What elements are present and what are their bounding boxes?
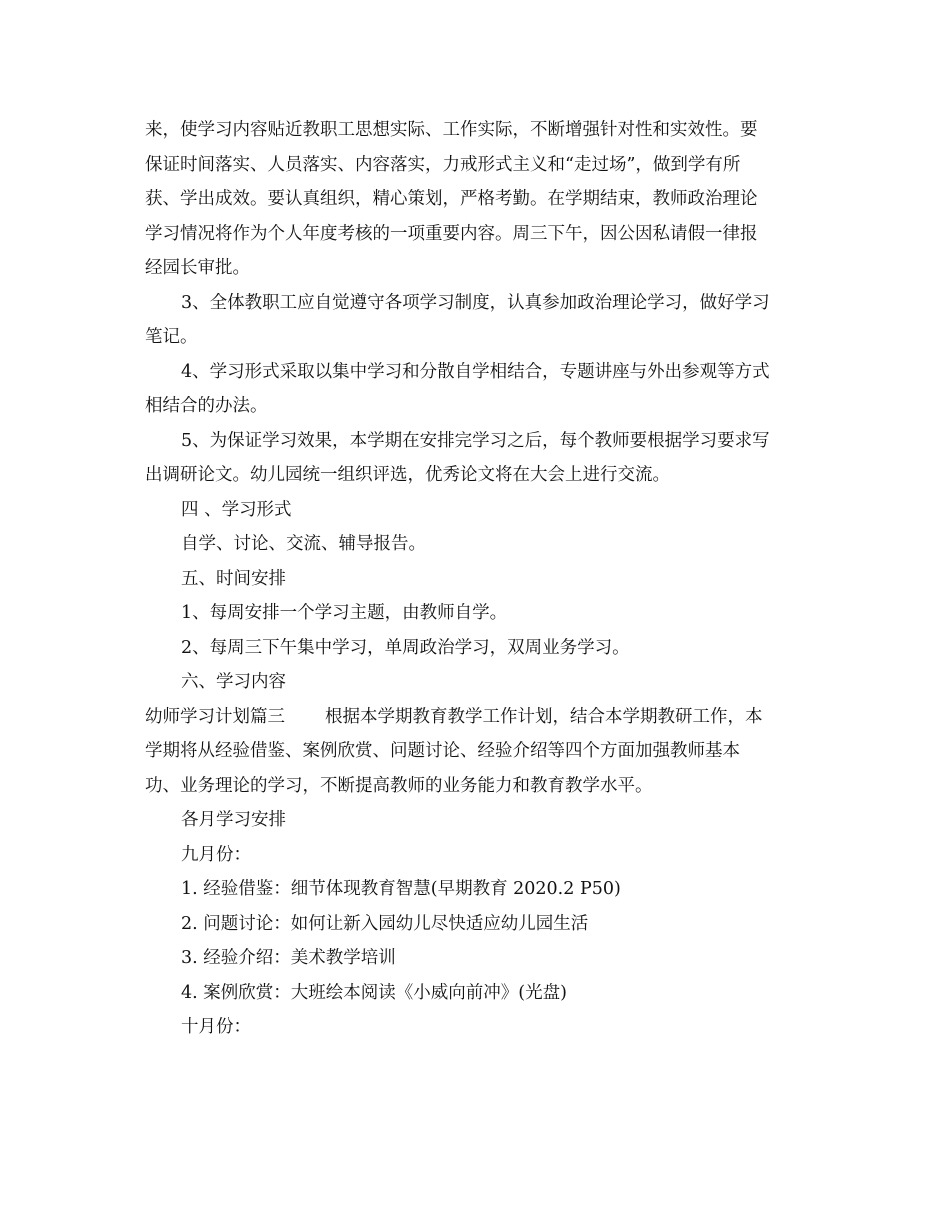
list-item: 1、每周安排一个学习主题，由教师自学。 — [181, 603, 508, 623]
text-line: 相结合的办法。 — [145, 396, 268, 416]
text-line: 功、业务理论的学习，不断提高教师的业务能力和教育教学水平。 — [145, 775, 653, 796]
month-heading: 十月份： — [181, 1017, 251, 1037]
document-body — [145, 113, 810, 1045]
text-line — [145, 700, 810, 735]
paragraph — [145, 424, 810, 493]
text-line: 4、学习形式采取以集中学习和分散自学相结合，专题讲座与外出参观等方式 — [181, 361, 770, 382]
text-line: 学习情况将作为个人年度考核的一项重要内容。周三下午，因公因私请假一律报 — [145, 223, 758, 244]
list-item: 1. 经验借鉴：细节体现教育智慧(早期教育 2020.2 P50) — [181, 879, 621, 899]
text-line: 获、学出成效。要认真组织，精心策划，严格考勤。在学期结束，教师政治理论 — [145, 189, 758, 209]
section-heading: 各月学习安排 — [181, 810, 286, 830]
text-line: 笔记。 — [145, 327, 198, 347]
text-line: 出调研论文。幼儿园统一组织评选，优秀论文将在大会上进行交流。 — [145, 465, 670, 485]
section-heading: 六、学习内容 — [181, 672, 286, 692]
text-line: 来，使学习内容贴近教职工思想实际、工作实际，不断增强针对性和实效性。要 — [145, 120, 758, 140]
text-line: 3、全体教职工应自觉遵守各项学习制度，认真参加政治理论学习，做好学习 — [181, 292, 770, 313]
section-heading: 四 、学习形式 — [181, 499, 292, 520]
text-line: 经园长审批。 — [145, 258, 250, 278]
paragraph — [145, 286, 810, 355]
list-item: 3. 经验介绍：美术教学培训 — [181, 948, 396, 968]
text-line: 5、为保证学习效果，本学期在安排完学习之后，每个教师要根据学习要求写 — [181, 430, 770, 451]
text-line: 保证时间落实、人员落实、内容落实，力戒形式主义和“走过场”，做到学有所 — [145, 154, 741, 175]
text-line: 学期将从经验借鉴、案例欣赏、问题讨论、经验介绍等四个方面加强教师基本 — [145, 741, 740, 761]
paragraph — [145, 700, 810, 804]
paragraph — [145, 113, 810, 286]
list-item: 2、每周三下午集中学习，单周政治学习，双周业务学习。 — [181, 637, 630, 658]
article-intro: 根据本学期教育教学工作计划，结合本学期教研工作，本 — [325, 706, 763, 727]
paragraph — [145, 355, 810, 424]
article-title: 幼师学习计划篇三 — [145, 706, 285, 727]
text-line: 自学、讨论、交流、辅导报告。 — [181, 534, 426, 554]
list-item: 2. 问题讨论：如何让新入园幼儿尽快适应幼儿园生活 — [181, 913, 589, 934]
month-heading: 九月份： — [181, 844, 251, 865]
section-heading: 五、时间安排 — [181, 568, 286, 589]
list-item: 4. 案例欣赏：大班绘本阅读《小威向前冲》(光盘) — [181, 982, 567, 1003]
